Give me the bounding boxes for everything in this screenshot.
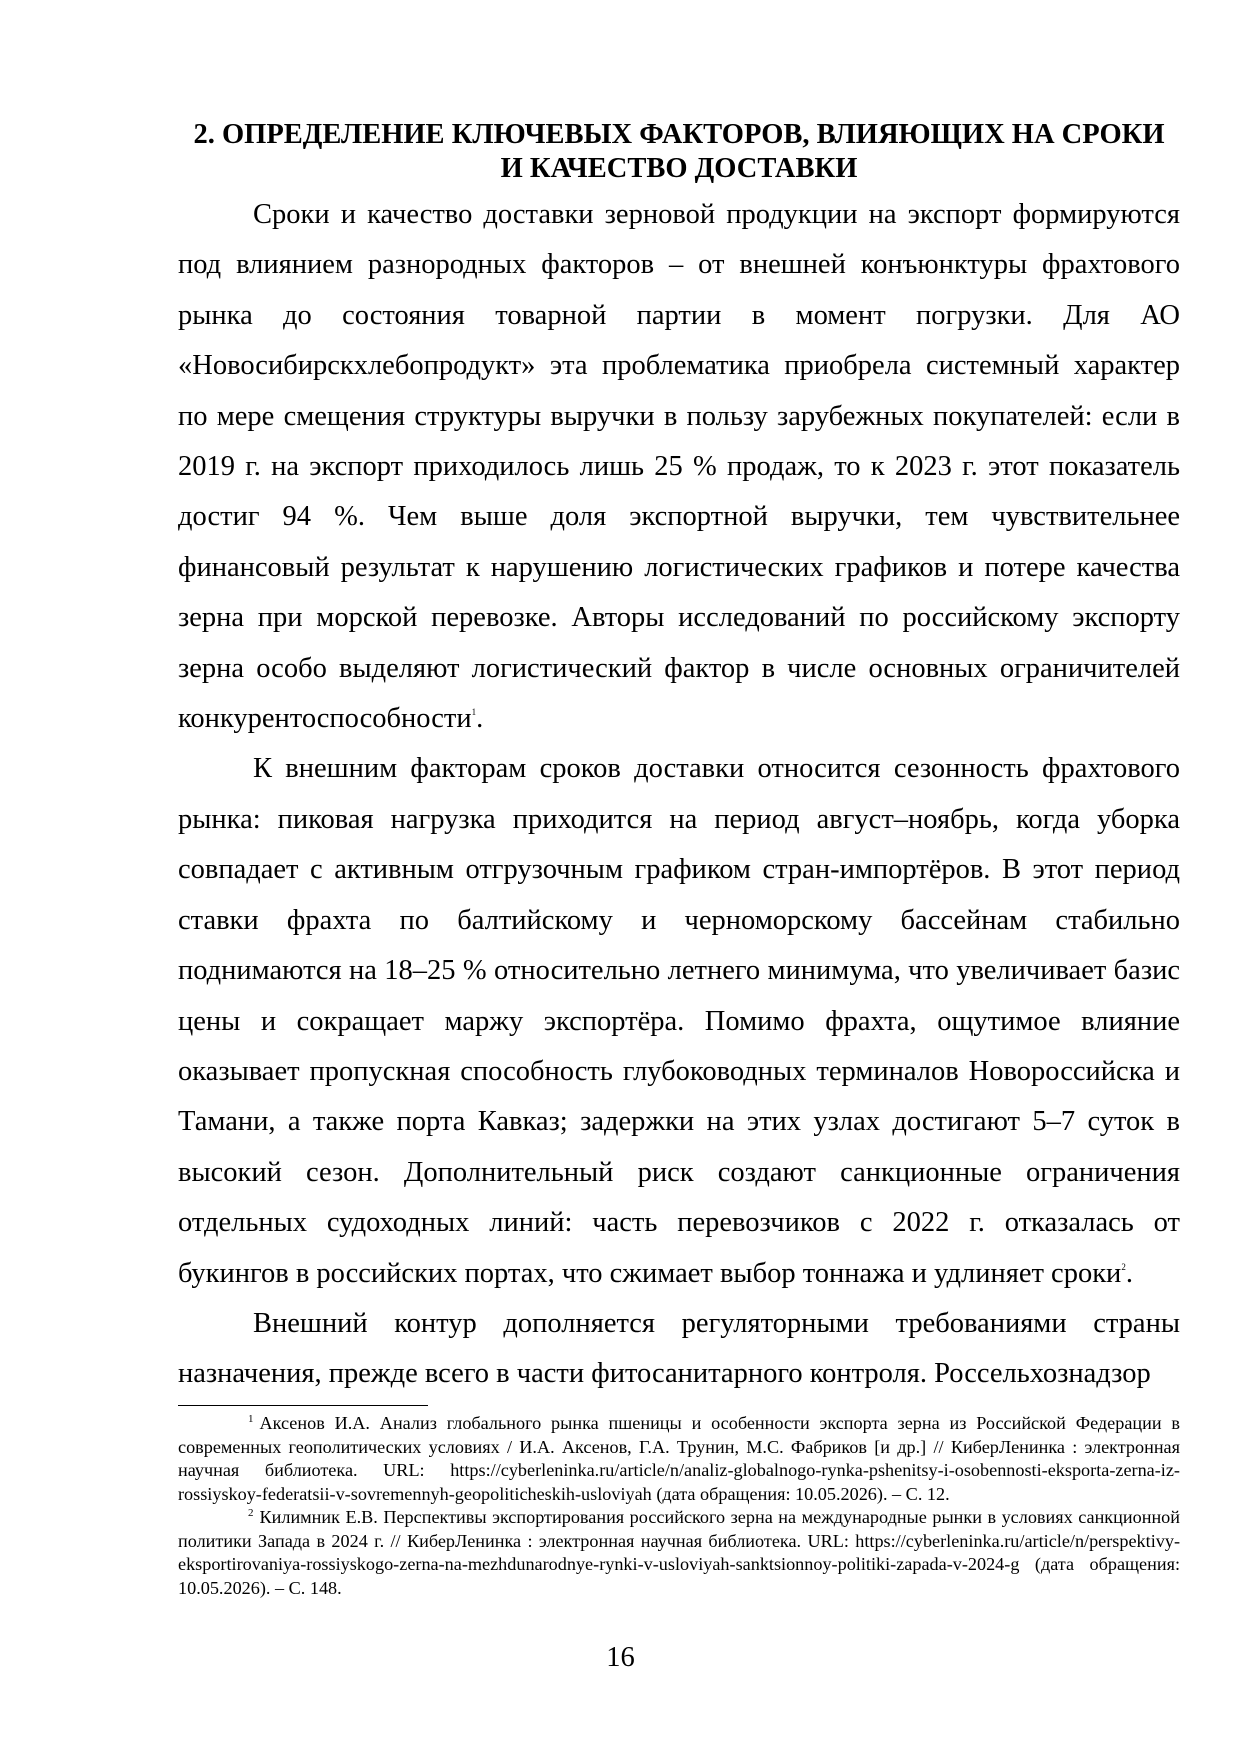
footnote-2-number: 2 (248, 1507, 254, 1519)
footnote-1-text: Аксенов И.А. Анализ глобального рынка пшеницы и особенности экспорта зерна из Российской Федерации в современных геополитических условиях / И.А. Аксенов, Г.А. Трунин, М.С. Фабриков [и др.] // КиберЛенинка : электронная научная библиотека. URL: https://cyberleninka.ru/article/n/analiz-globalnogo-rynka-pshenitsy-i-osobennosti-eksporta-zerna-iz-rossiyskoy-federatsii-v-sovremennyh-geopoliticheskih-usloviyah (дата обращения: 10.05.2026). – С. 12. (178, 1413, 1180, 1504)
footnote-1 (178, 1412, 1180, 1506)
paragraph-2 (178, 744, 1180, 1298)
paragraph-1 (178, 190, 1180, 744)
paragraph-3 (178, 1299, 1180, 1400)
footnote-2 (178, 1506, 1180, 1600)
footnote-separator (178, 1405, 428, 1406)
footnote-2-text: Килимник Е.В. Перспективы экспортирования российского зерна на международные рынки в условиях санкционной политики Запада в 2024 г. // КиберЛенинка : электронная научная библиотека. URL: https://cyberleninka.ru/article/n/perspektivy-eksportirovaniya-rossiyskogo-zerna-na-mezhdunarodnye-rynki-v-usloviyah-sanktsionnoy-politiki-zapada-v-2024-g (дата обращения: 10.05.2026). – С. 148. (178, 1507, 1180, 1598)
footnote-ref-1[interactable]: 1 (471, 707, 477, 718)
paragraph-3-text: Внешний контур дополняется регуляторными требованиями страны назначения, прежде всего в части фитосанитарного контроля. Россельхознадзор (178, 1307, 1180, 1390)
paragraph-2-tail: . (1125, 1257, 1133, 1289)
page-number: 16 (606, 1642, 635, 1673)
footnote-1-number: 1 (248, 1413, 254, 1425)
page-body (178, 118, 1180, 1400)
section-heading-line-1: 2. ОПРЕДЕЛЕНИЕ КЛЮЧЕВЫХ ФАКТОРОВ, ВЛИЯЮЩИХ НА СРОКИ (193, 119, 1165, 150)
section-heading-line-2: И КАЧЕСТВО ДОСТАВКИ (500, 153, 858, 184)
paragraph-2-text: К внешним факторам сроков доставки относится сезонность фрахтового рынка: пиковая нагрузка приходится на период август–ноябрь, когда уборка совпадает с активным отгрузочным графиком стран-импортёров. В этот период ставки фрахта по балтийскому и черноморскому бассейнам стабильно поднимаются на 18–25 % относительно летнего минимума, что увеличивает базис цены и сокращает маржу экспортёра. Помимо фрахта, ощутимое влияние оказывает пропускная способность глубоководных терминалов Новороссийска и Тамани, а также порта Кавказ; задержки на этих узлах достигают 5–7 суток в высокий сезон. Дополнительный риск создают санкционные ограничения отдельных судоходных линий: часть перевозчиков с 2022 г. отказалась от букингов в российских портах, что сжимает выбор тоннажа и удлиняет сроки (178, 753, 1180, 1289)
footnotes (178, 1412, 1180, 1600)
paragraph-1-tail: . (476, 703, 484, 735)
footnote-ref-2[interactable]: 2 (1121, 1261, 1126, 1272)
paragraph-1-text: Сроки и качество доставки зерновой продукции на экспорт формируются под влиянием разнородных факторов – от внешней конъюнктуры фрахтового рынка до состояния товарной партии в момент погрузки. Для АО «Новосибирскхлебопродукт» эта проблематика приобрела системный характер по мере смещения структуры выручки в пользу зарубежных покупателей: если в 2019 г. на экспорт приходилось лишь 25 % продаж, то к 2023 г. этот показатель достиг 94 %. Чем выше доля экспортной выручки, тем чувствительнее финансовый результат к нарушению логистических графиков и потере качества зерна при морской перевозке. Авторы исследований по российскому экспорту зерна особо выделяют логистический фактор в числе основных ограничителей конкурентоспособности (178, 199, 1180, 735)
section-heading (178, 118, 1180, 186)
